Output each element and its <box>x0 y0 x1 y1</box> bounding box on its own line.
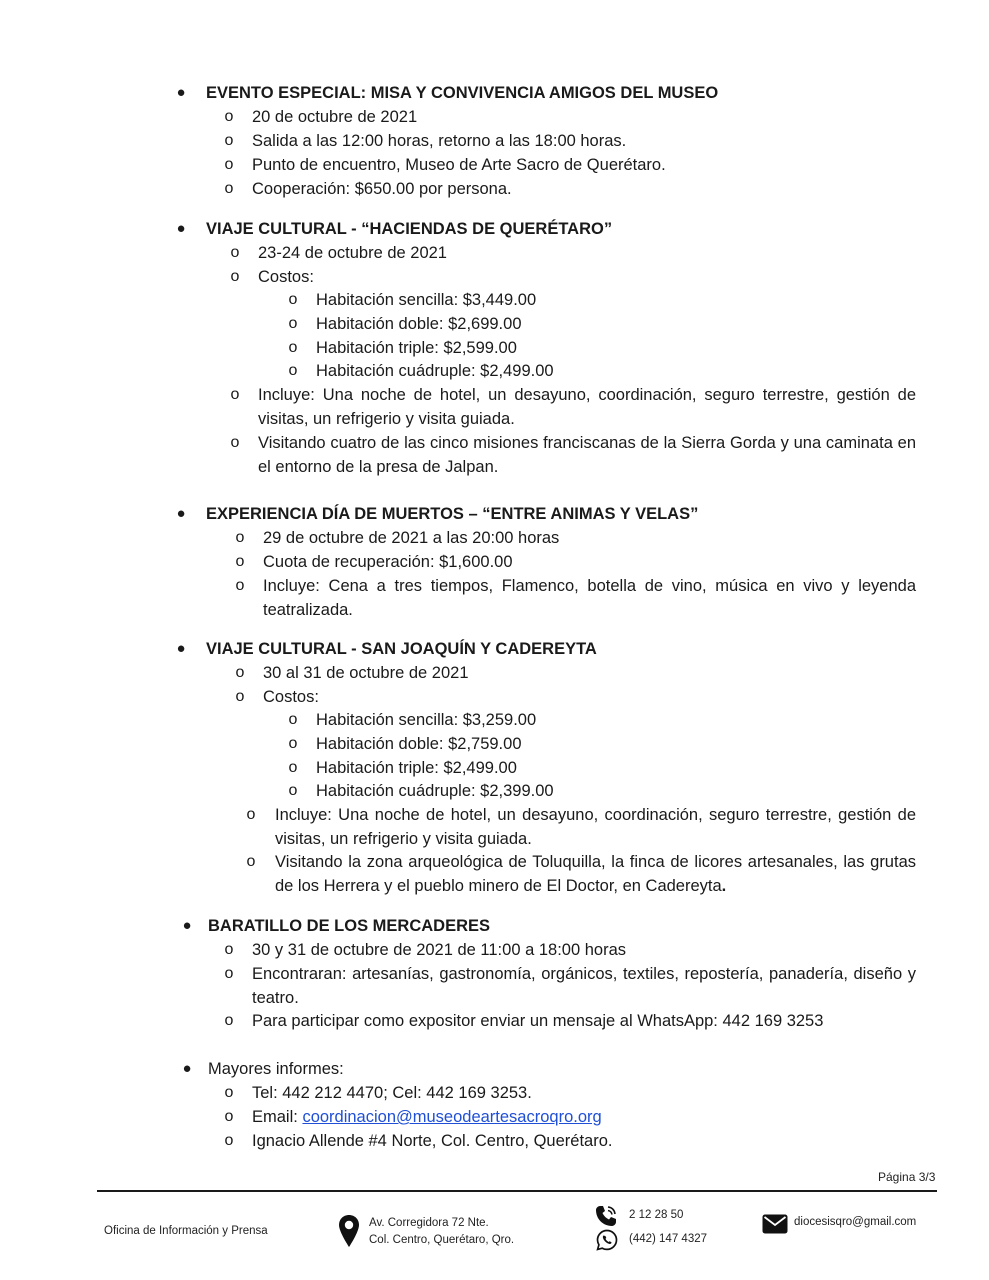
bullet: ● <box>176 505 186 522</box>
room-cost: Habitación doble: $2,759.00 <box>316 735 522 753</box>
sub-bullet: o <box>224 132 234 149</box>
event-cost: Cooperación: $650.00 por persona. <box>252 180 512 198</box>
sub-sub-bullet: o <box>288 362 298 379</box>
page-number: Página 3/3 <box>878 1170 936 1184</box>
event-visiting: Visitando la zona arqueológica de Toluquilla, la finca de licores artesanales, las grutas de los Herrera y el pueblo minero de El Doctor, en Cadereyta. <box>275 853 916 895</box>
location-pin-icon <box>338 1214 360 1253</box>
whatsapp-icon <box>596 1229 618 1256</box>
event-cost: Cuota de recuperación: $1,600.00 <box>263 553 513 571</box>
event-includes: Incluye: Una noche de hotel, un desayuno, coordinación, seguro terrestre, gestión de visitas, un refrigerio y visita guiada. <box>275 806 916 848</box>
room-cost: Habitación cuádruple: $2,399.00 <box>316 782 554 800</box>
footer-office: Oficina de Información y Prensa <box>104 1225 268 1237</box>
sub-bullet: o <box>235 577 245 594</box>
event-date: 23-24 de octubre de 2021 <box>258 244 447 262</box>
bullet: ● <box>182 1060 192 1077</box>
sub-bullet: o <box>224 1084 234 1101</box>
costs-label: Costos: <box>258 268 314 286</box>
sub-sub-bullet: o <box>288 782 298 799</box>
footer-phone: 2 12 28 50 <box>629 1209 684 1221</box>
event-schedule: Salida a las 12:00 horas, retorno a las 18:00 horas. <box>252 132 627 150</box>
info-address: Ignacio Allende #4 Norte, Col. Centro, Querétaro. <box>252 1132 613 1150</box>
sub-bullet: o <box>224 108 234 125</box>
info-title: Mayores informes: <box>208 1060 344 1078</box>
event-title: EXPERIENCIA DÍA DE MUERTOS – “ENTRE ANIMAS Y VELAS” <box>206 505 699 523</box>
footer-email: diocesisqro@gmail.com <box>794 1216 917 1228</box>
sub-bullet: o <box>235 688 245 705</box>
sub-bullet: o <box>230 244 240 261</box>
event-participate: Para participar como expositor enviar un mensaje al WhatsApp: 442 169 3253 <box>252 1012 824 1030</box>
bullet: ● <box>182 917 192 934</box>
sub-bullet: o <box>224 941 234 958</box>
sub-bullet: o <box>230 434 240 451</box>
sub-bullet: o <box>224 180 234 197</box>
sub-sub-bullet: o <box>288 339 298 356</box>
event-date: 20 de octubre de 2021 <box>252 108 418 126</box>
bullet: ● <box>176 84 186 101</box>
room-cost: Habitación triple: $2,599.00 <box>316 339 517 357</box>
sub-sub-bullet: o <box>288 711 298 728</box>
room-cost: Habitación doble: $2,699.00 <box>316 315 522 333</box>
event-includes: Incluye: Cena a tres tiempos, Flamenco, botella de vino, música en vivo y leyenda teatralizada. <box>263 577 916 619</box>
footer-address-line1: Av. Corregidora 72 Nte. <box>369 1217 489 1229</box>
sub-sub-bullet: o <box>288 759 298 776</box>
sub-bullet: o <box>235 529 245 546</box>
event-meeting-point: Punto de encuentro, Museo de Arte Sacro de Querétaro. <box>252 156 666 174</box>
costs-label: Costos: <box>263 688 319 706</box>
room-cost: Habitación triple: $2,499.00 <box>316 759 517 777</box>
sub-bullet: o <box>230 386 240 403</box>
event-date: 30 y 31 de octubre de 2021 de 11:00 a 18:00 horas <box>252 941 626 959</box>
sub-bullet: o <box>224 1108 234 1125</box>
sub-bullet: o <box>224 965 234 982</box>
event-date: 29 de octubre de 2021 a las 20:00 horas <box>263 529 560 547</box>
room-cost: Habitación cuádruple: $2,499.00 <box>316 362 554 380</box>
bullet: ● <box>176 220 186 237</box>
event-visiting: Visitando cuatro de las cinco misiones franciscanas de la Sierra Gorda y una caminata en el entorno de la presa de Jalpan. <box>258 434 916 476</box>
info-phone: Tel: 442 212 4470; Cel: 442 169 3253. <box>252 1084 532 1102</box>
footer-address-line2: Col. Centro, Querétaro, Qro. <box>369 1234 515 1246</box>
event-date: 30 al 31 de octubre de 2021 <box>263 664 469 682</box>
event-find: Encontraran: artesanías, gastronomía, orgánicos, textiles, repostería, panadería, diseño y teatro. <box>252 965 916 1007</box>
footer-divider <box>97 1190 937 1192</box>
mail-icon <box>762 1214 788 1239</box>
bullet: ● <box>176 640 186 657</box>
sub-bullet: o <box>235 664 245 681</box>
sub-bullet: o <box>246 806 256 823</box>
event-title: VIAJE CULTURAL - SAN JOAQUÍN Y CADEREYTA <box>206 640 597 658</box>
info-email-line: Email: coordinacion@museodeartesacroqro.org <box>252 1108 602 1126</box>
sub-bullet: o <box>246 853 256 870</box>
sub-sub-bullet: o <box>288 735 298 752</box>
sub-bullet: o <box>224 156 234 173</box>
event-title: VIAJE CULTURAL - “HACIENDAS DE QUERÉTARO” <box>206 220 613 238</box>
event-title: BARATILLO DE LOS MERCADERES <box>208 917 491 935</box>
footer-whatsapp: (442) 147 4327 <box>629 1233 708 1245</box>
sub-bullet: o <box>235 553 245 570</box>
sub-bullet: o <box>230 268 240 285</box>
event-title: EVENTO ESPECIAL: MISA Y CONVIVENCIA AMIGOS DEL MUSEO <box>206 84 719 102</box>
event-includes: Incluye: Una noche de hotel, un desayuno, coordinación, seguro terrestre, gestión de visitas, un refrigerio y visita guiada. <box>258 386 916 428</box>
room-cost: Habitación sencilla: $3,449.00 <box>316 291 537 309</box>
sub-bullet: o <box>224 1012 234 1029</box>
sub-sub-bullet: o <box>288 315 298 332</box>
sub-bullet: o <box>224 1132 234 1149</box>
email-link[interactable]: coordinacion@museodeartesacroqro.org <box>302 1108 602 1126</box>
sub-sub-bullet: o <box>288 291 298 308</box>
room-cost: Habitación sencilla: $3,259.00 <box>316 711 537 729</box>
